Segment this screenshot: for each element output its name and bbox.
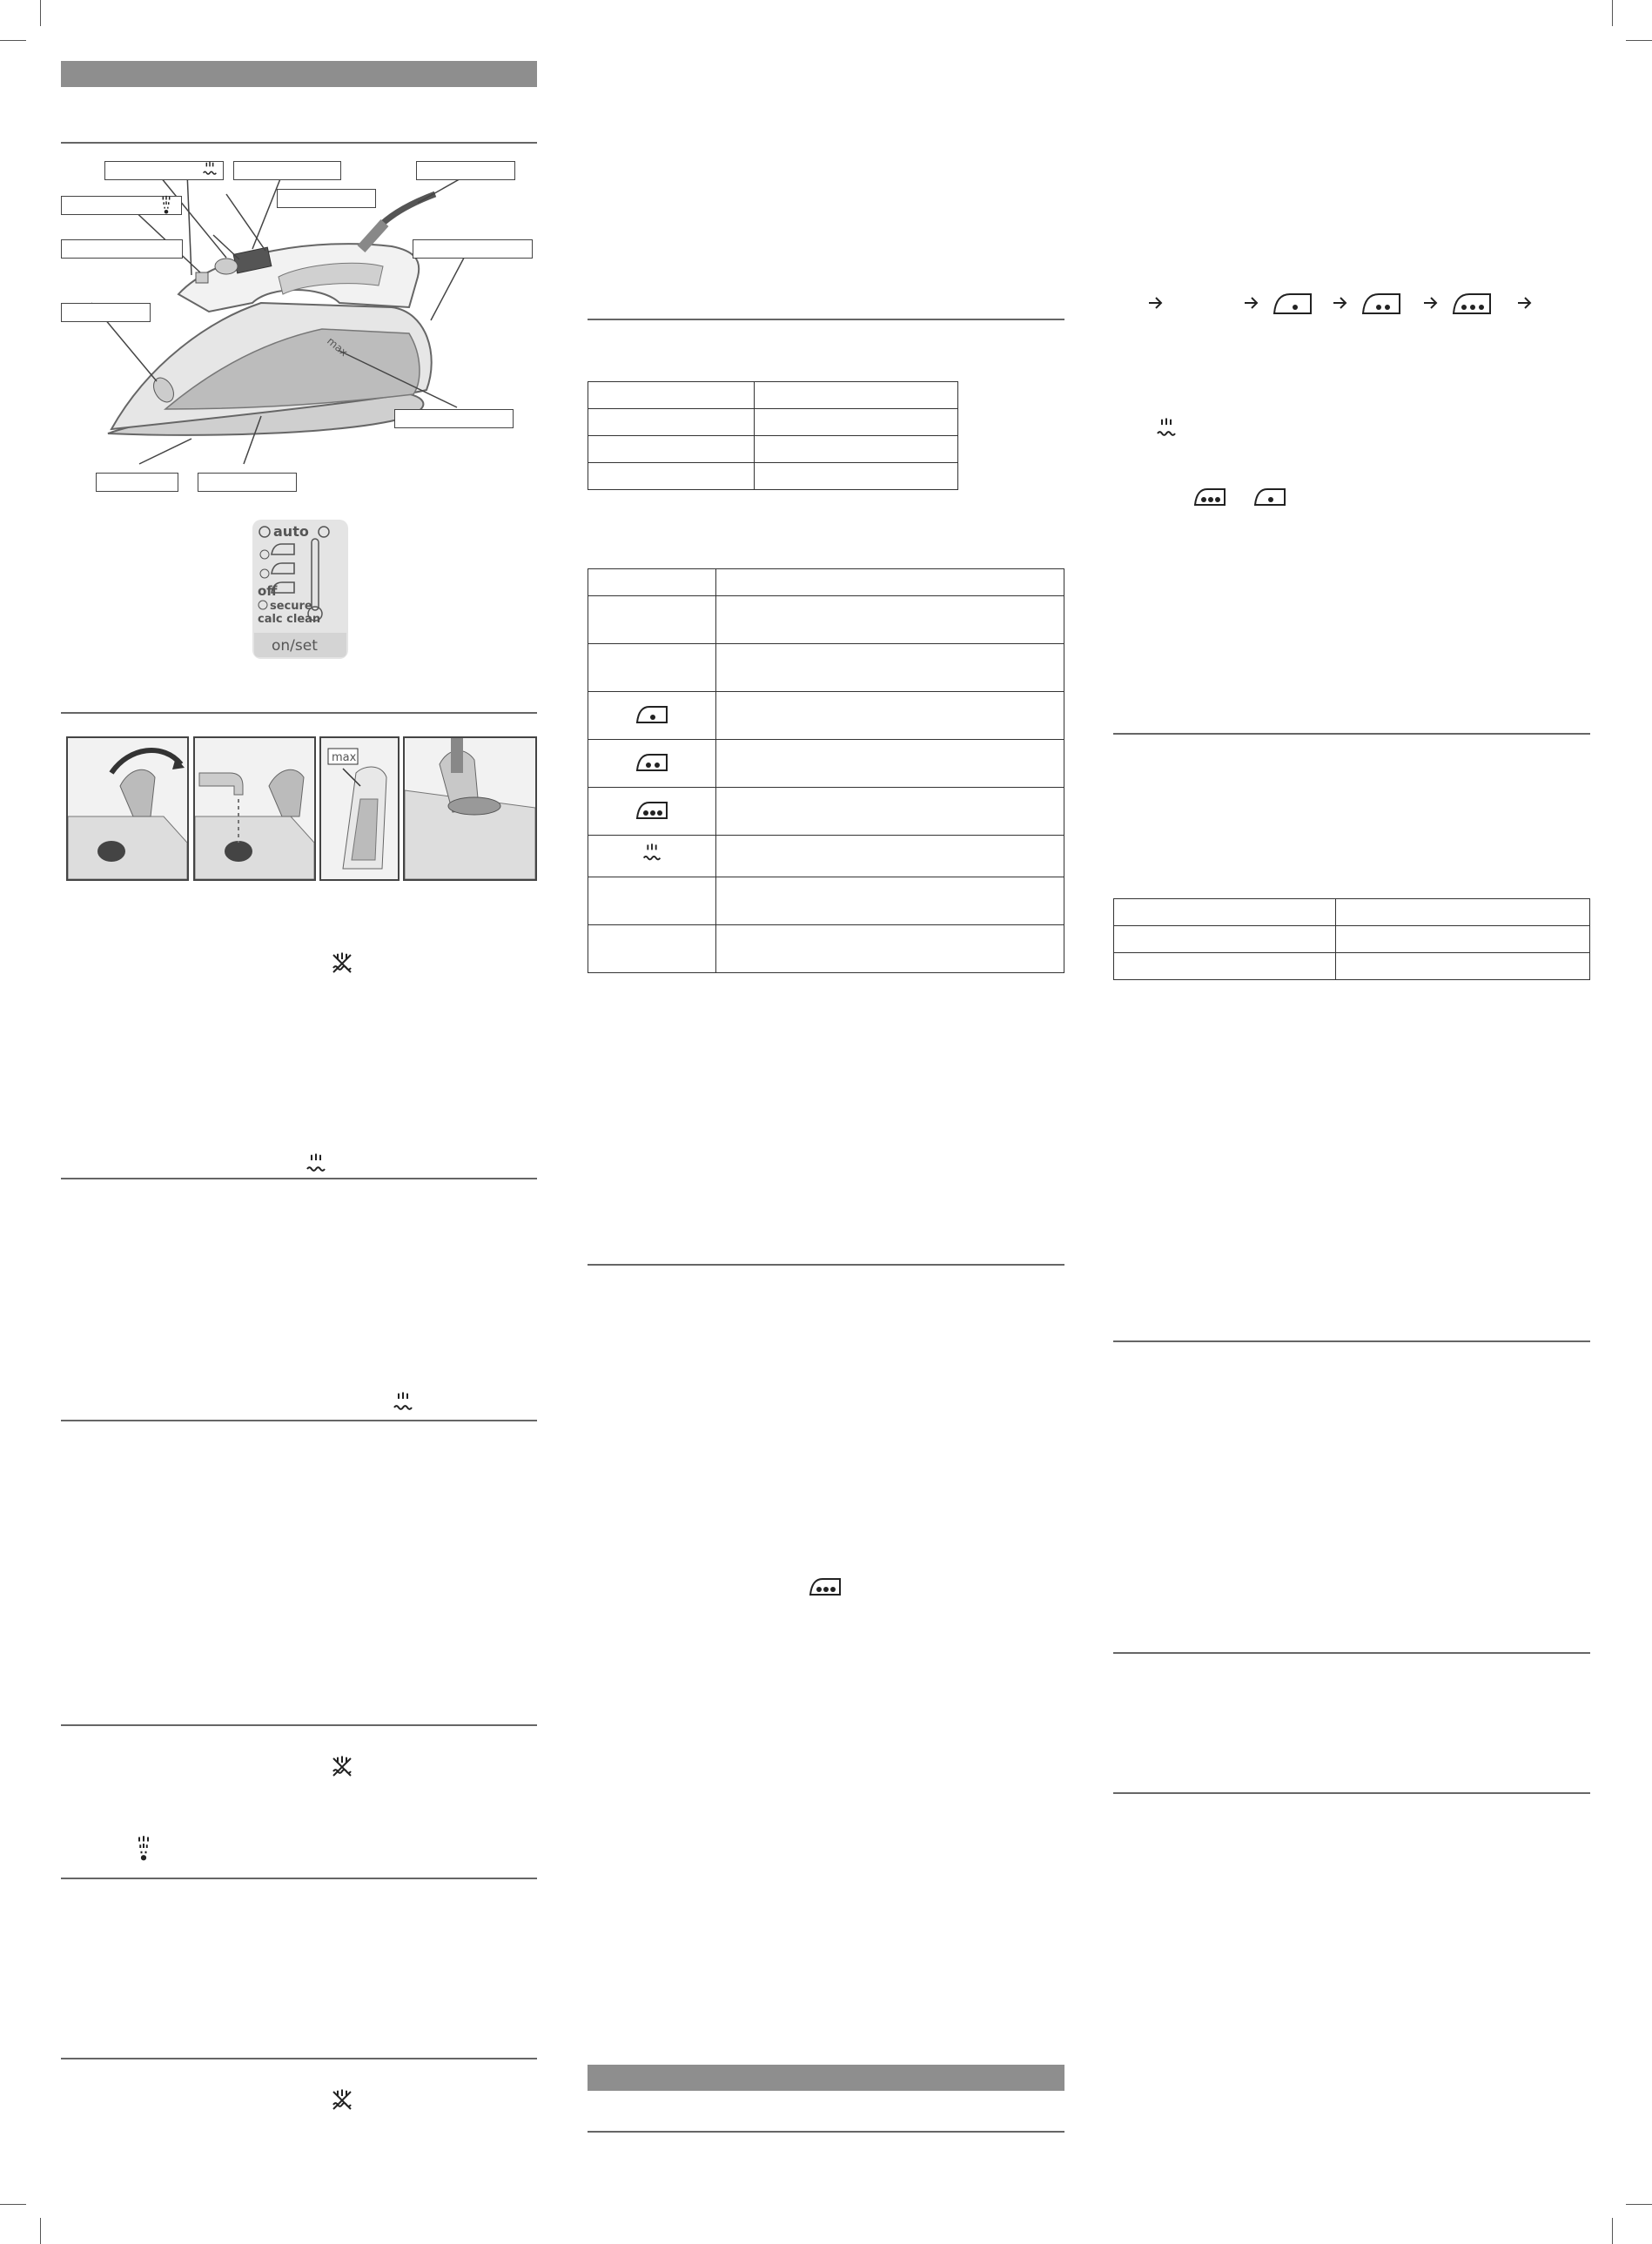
steam-icon	[303, 1152, 329, 1178]
no-steam-icon	[329, 2087, 355, 2113]
control-panel-illustration	[252, 520, 348, 659]
two-dot-iron-icon	[1363, 294, 1400, 313]
section-rule	[1113, 733, 1590, 735]
section-rule	[588, 1264, 1064, 1266]
section-header-bar	[61, 61, 537, 87]
no-steam-icon	[329, 951, 355, 977]
callout-heel	[413, 239, 533, 259]
section-header-bar	[588, 2065, 1064, 2091]
icon-meaning-table	[588, 568, 1064, 973]
three-dot-iron-icon	[632, 797, 672, 822]
max-fill-mark: max	[325, 334, 351, 359]
two-dot-iron-icon	[632, 749, 672, 774]
arrow-right-icon	[1518, 298, 1530, 308]
one-dot-iron-icon	[1274, 294, 1311, 313]
arrow-right-icon	[1333, 298, 1346, 308]
mode-off-text: off	[258, 583, 278, 599]
three-dot-iron-icon	[1454, 294, 1490, 313]
crop-mark	[0, 2204, 26, 2205]
one-dot-iron-icon	[632, 702, 672, 726]
spray-icon	[157, 195, 176, 214]
mode-auto-text: auto	[273, 523, 309, 540]
crop-mark	[0, 40, 26, 41]
three-dot-iron-icon	[805, 1574, 845, 1598]
section-rule	[61, 1724, 537, 1726]
fill-step-3-panel	[319, 736, 400, 881]
section-rule	[61, 2058, 537, 2059]
crop-mark	[1612, 2218, 1613, 2244]
arrow-right-icon	[1424, 298, 1436, 308]
no-steam-icon	[329, 1754, 355, 1780]
section-rule	[1113, 1652, 1590, 1654]
crop-mark	[1626, 40, 1652, 41]
section-rule	[61, 1178, 537, 1179]
section-rule	[588, 319, 1064, 320]
section-rule	[1113, 1792, 1590, 1794]
steam-icon	[640, 842, 664, 866]
small-spec-table	[588, 381, 958, 490]
callout-control-display	[233, 161, 341, 180]
max-label-text: max	[332, 751, 357, 764]
spray-icon	[131, 1835, 157, 1861]
calc-clean-text: calc clean	[258, 613, 321, 626]
three-dot-iron-icon	[1190, 484, 1230, 508]
arrow-right-icon	[1149, 298, 1161, 308]
crop-mark	[1612, 0, 1613, 26]
callout-soleplate	[96, 473, 178, 492]
steam-icon	[200, 160, 219, 179]
crop-mark	[40, 2218, 41, 2244]
callout-temperature-dial	[61, 303, 151, 322]
callout-water-tank	[198, 473, 297, 492]
fill-step-1-panel	[66, 736, 189, 881]
callout-max-mark	[394, 409, 514, 428]
section-rule	[61, 712, 537, 714]
section-rule	[61, 142, 537, 144]
steam-button	[215, 259, 238, 274]
temperature-cycle-sequence	[1147, 286, 1548, 320]
crop-mark	[1626, 2204, 1652, 2205]
on-set-button-text: on/set	[272, 637, 318, 655]
section-rule	[61, 1878, 537, 1879]
steam-icon	[1153, 416, 1179, 442]
crop-mark	[40, 0, 41, 26]
spray-button	[196, 272, 208, 283]
third-column-table	[1113, 898, 1590, 980]
section-rule	[588, 2131, 1064, 2133]
secure-text: secure	[270, 600, 312, 613]
callout-handle	[277, 189, 376, 208]
section-rule	[1113, 1340, 1590, 1342]
fill-step-4-panel	[403, 736, 537, 881]
callout-water-inlet	[61, 239, 183, 259]
arrow-right-icon	[1245, 298, 1257, 308]
callout-cord	[416, 161, 515, 180]
steam-icon	[390, 1390, 416, 1416]
fill-step-2-panel	[193, 736, 316, 881]
section-rule	[61, 1420, 537, 1421]
one-dot-iron-icon	[1250, 484, 1290, 508]
